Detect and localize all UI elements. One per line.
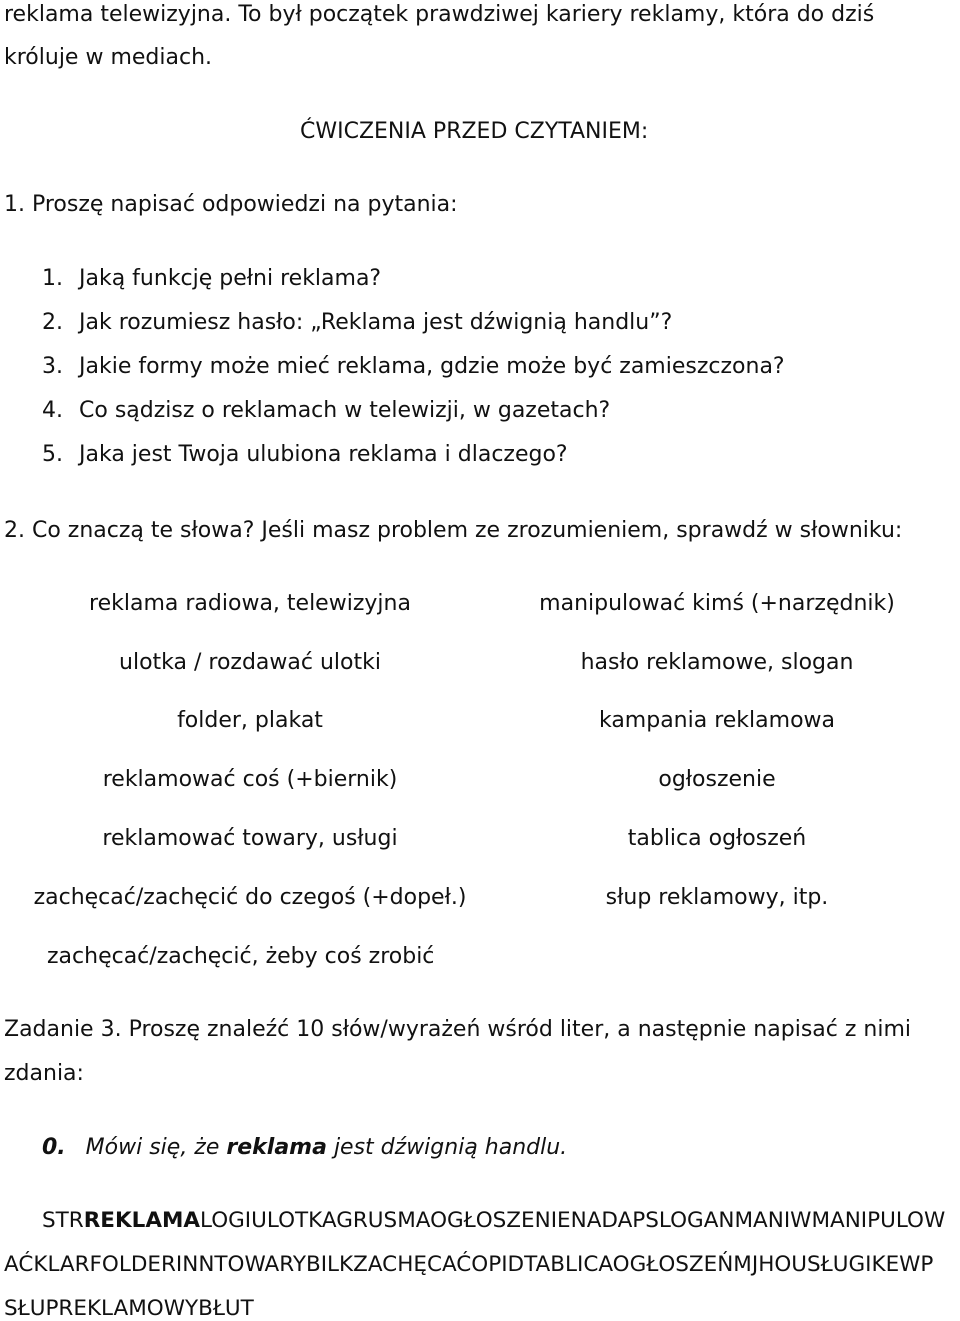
question-item (42, 310, 672, 335)
vocab-left-item: zachęcać/zachęcić do czegoś (+dopeł.) (33, 885, 467, 910)
letter-grid-line-3: SŁUPREKLAMOWYBŁUT (4, 1296, 254, 1321)
question-item (42, 398, 610, 423)
question-text: Jak rozumiesz hasło: „Reklama jest dźwignią handlu”? (79, 310, 673, 335)
question-text: Co sądzisz o reklamach w telewizji, w gazetach? (79, 398, 611, 423)
example-text-end: jest dźwignią handlu. (326, 1135, 568, 1160)
example-keyword: reklama (226, 1135, 327, 1160)
letter-grid-line-1 (42, 1208, 945, 1233)
vocab-left-item: ulotka / rozdawać ulotki (119, 650, 381, 675)
intro-line-1: reklama telewizyjna. To był początek prawdziwej kariery reklamy, która do dziś (4, 2, 875, 27)
section-heading: ĆWICZENIA PRZED CZYTANIEM: (300, 119, 649, 144)
question-item (42, 266, 381, 291)
vocab-extra-item: zachęcać/zachęcić, żeby coś zrobić (47, 944, 435, 969)
vocab-left-item: reklamować coś (+biernik) (102, 767, 398, 792)
task3-title-line-1: Zadanie 3. Proszę znaleźć 10 słów/wyrażeń wśród liter, a następnie napisać z nimi (4, 1017, 911, 1042)
letters-segment: STR (42, 1208, 84, 1233)
vocab-right-item: kampania reklamowa (598, 708, 836, 733)
vocab-left-item: folder, plakat (177, 708, 323, 733)
task2-title: 2. Co znaczą te słowa? Jeśli masz problem ze zrozumieniem, sprawdź w słowniku: (4, 518, 903, 543)
question-number: 2. (42, 310, 63, 335)
task3-title-line-2: zdania: (4, 1061, 84, 1086)
question-number: 5. (42, 442, 63, 467)
vocab-right-item: tablica ogłoszeń (627, 826, 807, 851)
vocab-right-item: słup reklamowy, itp. (605, 885, 829, 910)
question-item (42, 442, 568, 467)
intro-line-2: króluje w mediach. (4, 45, 213, 70)
vocab-left-item: reklama radiowa, telewizyjna (89, 591, 411, 616)
question-text: Jaką funkcję pełni reklama? (79, 266, 382, 291)
question-text: Jaka jest Twoja ulubiona reklama i dlaczego? (79, 442, 568, 467)
question-number: 3. (42, 354, 63, 379)
question-text: Jakie formy może mieć reklama, gdzie może być zamieszczona? (79, 354, 785, 379)
vocab-right-item: manipulować kimś (+narzędnik) (539, 591, 895, 616)
example-sentence (42, 1135, 567, 1160)
letter-grid-line-2: AĆKLARFOLDERINNTOWARYBILKZACHĘCAĆOPIDTABLICAOGŁOSZEŃMJHOUSŁUGIKEWP (4, 1252, 934, 1277)
letters-segment: LOGIULOTKAGRUSMAOGŁOSZENIENADAPSLOGANMANIWMANIPULOW (200, 1208, 946, 1233)
question-number: 1. (42, 266, 63, 291)
vocab-right-item: ogłoszenie (658, 767, 776, 792)
letters-highlight: REKLAMA (83, 1208, 201, 1233)
task1-title: 1. Proszę napisać odpowiedzi na pytania: (4, 192, 458, 217)
question-number: 4. (42, 398, 63, 423)
question-item (42, 354, 785, 379)
example-number: 0. (42, 1135, 66, 1160)
vocab-right-item: hasło reklamowe, slogan (580, 650, 854, 675)
vocab-left-item: reklamować towary, usługi (102, 826, 398, 851)
example-text-start: Mówi się, że (85, 1135, 227, 1160)
